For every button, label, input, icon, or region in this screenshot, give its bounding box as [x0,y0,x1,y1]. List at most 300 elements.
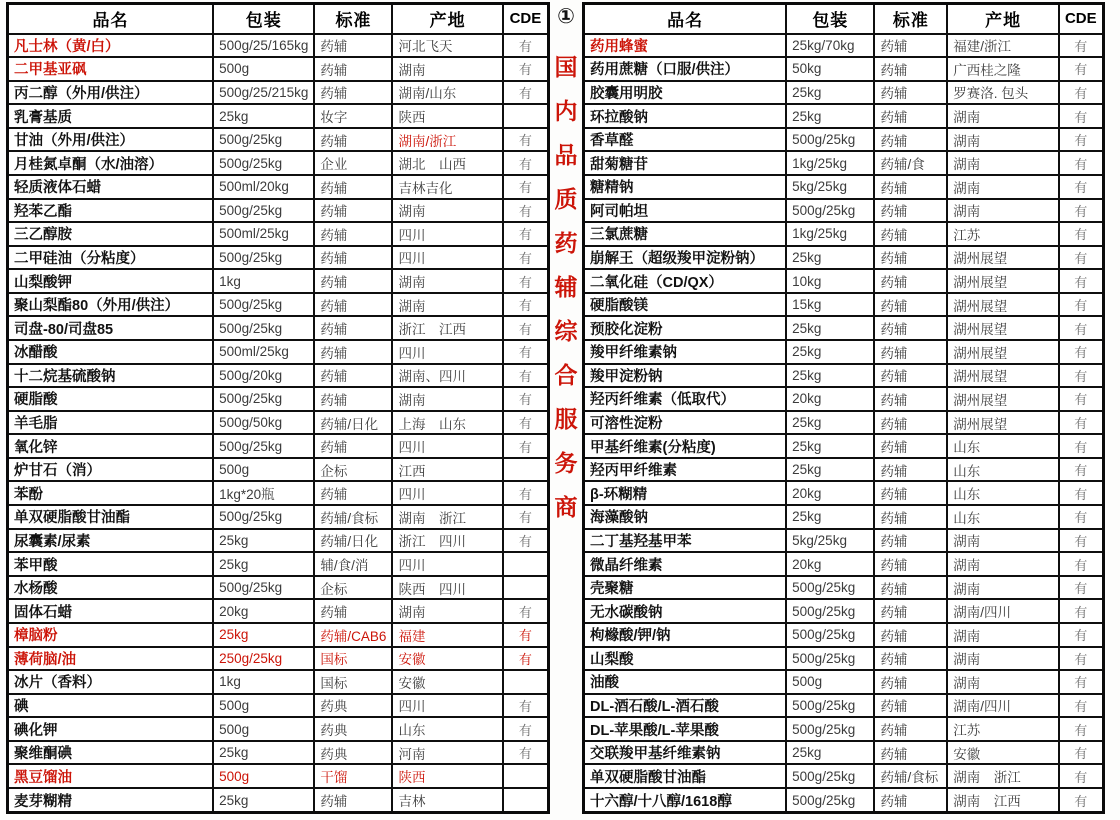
table-row [584,552,1104,576]
cde-status-cell: 有 [1059,151,1103,175]
table-row [8,670,549,694]
product-name-cell: 炉甘石（消） [8,458,214,482]
package-cell: 500g/25kg [786,788,874,813]
origin-cell: 湖南 [392,57,502,81]
cde-status-cell: 有 [1059,222,1103,246]
product-name-cell: 羧甲淀粉钠 [584,364,787,388]
banner-char: 内 [554,98,578,124]
standard-cell: 药辅 [874,458,947,482]
origin-cell: 安徽 [392,647,502,671]
product-name-cell: 甲基纤维素(分粘度) [584,434,787,458]
origin-cell: 湖南/山东 [392,81,502,105]
product-name-cell: 苯甲酸 [8,552,214,576]
product-name-cell: 羟丙甲纤维素 [584,458,787,482]
cde-status-cell: 有 [503,175,549,199]
column-header: 标准 [874,4,947,34]
origin-cell: 湖州展望 [947,387,1059,411]
table-row [584,505,1104,529]
cde-status-cell: 有 [503,128,549,152]
origin-cell: 湖州展望 [947,364,1059,388]
standard-cell: 药辅 [874,246,947,270]
package-cell: 20kg [786,387,874,411]
package-cell: 500ml/25kg [213,222,314,246]
cde-status-cell: 有 [503,222,549,246]
product-name-cell: 水杨酸 [8,576,214,600]
origin-cell: 四川 [392,434,502,458]
cde-status-cell: 有 [1059,647,1103,671]
origin-cell: 湖南 [392,269,502,293]
table-row [8,505,549,529]
standard-cell: 国标 [314,670,392,694]
cde-status-cell: 有 [1059,599,1103,623]
package-cell: 500g [786,670,874,694]
package-cell: 15kg [786,293,874,317]
product-name-cell: 单双硬脂酸甘油酯 [8,505,214,529]
cde-status-cell: 有 [503,316,549,340]
table-row [584,293,1104,317]
origin-cell: 湖州展望 [947,269,1059,293]
table-row [8,411,549,435]
table-row [584,175,1104,199]
package-cell: 25kg [786,411,874,435]
origin-cell: 福建/浙江 [947,34,1059,58]
standard-cell: 药辅 [874,316,947,340]
table-row [584,269,1104,293]
package-cell: 500g/25kg [786,717,874,741]
right-table-body [584,34,1104,813]
standard-cell: 药辅 [314,128,392,152]
product-name-cell: 药用蜂蜜 [584,34,787,58]
banner-char: 质 [554,186,578,212]
origin-cell: 湖南 [947,670,1059,694]
standard-cell: 药辅 [314,222,392,246]
banner-char: 国 [554,54,578,80]
standard-cell: 药辅 [874,57,947,81]
cde-status-cell: 有 [1059,411,1103,435]
product-name-cell: 枸橼酸/钾/钠 [584,623,787,647]
standard-cell: 药辅 [874,505,947,529]
product-name-cell: 十二烷基硫酸钠 [8,364,214,388]
package-cell: 500g [213,458,314,482]
product-name-cell: 羟苯乙酯 [8,199,214,223]
table-row [8,387,549,411]
product-name-cell: 硬脂酸 [8,387,214,411]
origin-cell: 湖南 [947,128,1059,152]
package-cell: 500g/25kg [213,387,314,411]
package-cell: 500g/20kg [213,364,314,388]
package-cell: 500g [213,764,314,788]
origin-cell: 湖州展望 [947,411,1059,435]
product-name-cell: 香草醛 [584,128,787,152]
table-row [584,741,1104,765]
product-name-cell: 硬脂酸镁 [584,293,787,317]
standard-cell: 妆字 [314,104,392,128]
product-name-cell: 交联羧甲基纤维素钠 [584,741,787,765]
package-cell: 500g/25/215kg [213,81,314,105]
cde-status-cell: 有 [1059,199,1103,223]
cde-status-cell: 有 [503,199,549,223]
package-cell: 500g/25kg [786,128,874,152]
standard-cell: 药辅 [314,788,392,813]
table-row [8,529,549,553]
table-row [584,694,1104,718]
table-row [584,434,1104,458]
standard-cell: 企标 [314,576,392,600]
package-cell: 25kg [213,623,314,647]
origin-cell: 广西桂之隆 [947,57,1059,81]
origin-cell: 四川 [392,694,502,718]
product-name-cell: 二甲硅油（分粘度） [8,246,214,270]
table-row [584,670,1104,694]
origin-cell: 湖南/四川 [947,694,1059,718]
origin-cell: 河南 [392,741,502,765]
table-row [8,764,549,788]
banner-char: 服 [554,406,578,432]
package-cell: 25kg [786,741,874,765]
standard-cell: 药辅 [874,81,947,105]
cde-status-cell: 有 [503,411,549,435]
right-table-wrap [582,2,1116,816]
package-cell: 500g/25kg [786,599,874,623]
cde-status-cell: 有 [503,340,549,364]
package-cell: 500g/25kg [213,246,314,270]
standard-cell: 药辅 [314,246,392,270]
package-cell: 25kg [786,505,874,529]
table-row [584,340,1104,364]
product-name-cell: 环拉酸钠 [584,104,787,128]
cde-status-cell: 有 [503,364,549,388]
origin-cell: 江苏 [947,222,1059,246]
origin-cell: 湖南、四川 [392,364,502,388]
origin-cell: 四川 [392,481,502,505]
table-row [8,151,549,175]
standard-cell: 国标 [314,647,392,671]
standard-cell: 药辅 [874,717,947,741]
cde-status-cell: 有 [503,81,549,105]
standard-cell: 药辅/CAB6 [314,623,392,647]
standard-cell: 药辅 [314,175,392,199]
package-cell: 500g [213,694,314,718]
table-row [8,717,549,741]
banner-char: 综 [554,318,578,344]
origin-cell: 浙江 江西 [392,316,502,340]
origin-cell: 江苏 [947,717,1059,741]
product-name-cell: 崩解王（超级羧甲淀粉钠） [584,246,787,270]
origin-cell: 湖南 [947,199,1059,223]
package-cell: 500ml/20kg [213,175,314,199]
package-cell: 1kg*20瓶 [213,481,314,505]
cde-status-cell: 有 [1059,694,1103,718]
package-cell: 500g/25kg [213,576,314,600]
package-cell: 500g/25/165kg [213,34,314,58]
standard-cell: 药辅/食 [874,151,947,175]
package-cell: 500g/25kg [213,505,314,529]
package-cell: 1kg/25kg [786,151,874,175]
origin-cell: 山东 [947,434,1059,458]
banner-char: 辅 [554,274,578,300]
standard-cell: 药辅 [874,694,947,718]
standard-cell: 药辅/食标 [874,764,947,788]
origin-cell: 湖北 山西 [392,151,502,175]
table-row [8,175,549,199]
cde-status-cell: 有 [1059,458,1103,482]
cde-status-cell: 有 [503,151,549,175]
column-header: CDE [1059,4,1103,34]
cde-status-cell [503,788,549,813]
package-cell: 20kg [786,481,874,505]
right-product-table [582,2,1105,814]
table-row [8,599,549,623]
product-name-cell: 羊毛脂 [8,411,214,435]
origin-cell: 陕西 [392,764,502,788]
origin-cell: 吉林 [392,788,502,813]
cde-status-cell [503,458,549,482]
origin-cell: 罗赛洛. 包头 [947,81,1059,105]
standard-cell: 药辅 [874,34,947,58]
product-name-cell: 聚山梨酯80（外用/供注） [8,293,214,317]
cde-status-cell [503,670,549,694]
standard-cell: 药辅 [874,387,947,411]
cde-status-cell: 有 [503,505,549,529]
product-name-cell: 微晶纤维素 [584,552,787,576]
standard-cell: 药辅 [874,128,947,152]
origin-cell: 湖南 [947,104,1059,128]
standard-cell: 药辅 [874,788,947,813]
standard-cell: 药辅 [314,81,392,105]
table-row [584,529,1104,553]
standard-cell: 药辅 [874,599,947,623]
package-cell: 25kg [213,741,314,765]
product-name-cell: 尿囊素/尿素 [8,529,214,553]
cde-status-cell: 有 [1059,623,1103,647]
column-header: 标准 [314,4,392,34]
left-product-table [6,2,550,814]
origin-cell: 湖南 [947,529,1059,553]
cde-status-cell: 有 [503,647,549,671]
header-row [584,4,1104,34]
product-name-cell: 黑豆馏油 [8,764,214,788]
package-cell: 25kg [786,316,874,340]
table-row [8,552,549,576]
package-cell: 500g/25kg [213,316,314,340]
package-cell: 500g/25kg [786,694,874,718]
table-row [584,717,1104,741]
origin-cell: 安徽 [392,670,502,694]
standard-cell: 药辅 [314,364,392,388]
column-header: 包装 [213,4,314,34]
standard-cell: 药辅 [874,529,947,553]
origin-cell: 陕西 四川 [392,576,502,600]
package-cell: 1kg [213,670,314,694]
origin-cell: 湖南 江西 [947,788,1059,813]
banner-char: 合 [554,362,578,388]
table-row [8,293,549,317]
product-name-cell: DL-酒石酸/L-酒石酸 [584,694,787,718]
product-name-cell: 冰片（香料） [8,670,214,694]
banner-char: 务 [554,450,578,476]
origin-cell: 湖南 [392,599,502,623]
origin-cell: 湖州展望 [947,293,1059,317]
product-name-cell: 碘 [8,694,214,718]
origin-cell: 安徽 [947,741,1059,765]
cde-status-cell: 有 [1059,269,1103,293]
product-name-cell: 丙二醇（外用/供注） [8,81,214,105]
standard-cell: 药辅/日化 [314,411,392,435]
package-cell: 500g/25kg [213,293,314,317]
table-row [584,364,1104,388]
origin-cell: 山东 [392,717,502,741]
cde-status-cell: 有 [503,387,549,411]
product-name-cell: 麦芽糊精 [8,788,214,813]
product-name-cell: 轻质液体石蜡 [8,175,214,199]
standard-cell: 药典 [314,717,392,741]
cde-status-cell: 有 [1059,529,1103,553]
table-row [584,411,1104,435]
product-name-cell: 月桂氮卓酮（水/油溶） [8,151,214,175]
origin-cell: 福建 [392,623,502,647]
standard-cell: 企业 [314,151,392,175]
package-cell: 25kg [213,552,314,576]
origin-cell: 河北飞天 [392,34,502,58]
package-cell: 50kg [786,57,874,81]
product-name-cell: 乳膏基质 [8,104,214,128]
origin-cell: 四川 [392,222,502,246]
table-row [8,222,549,246]
cde-status-cell: 有 [1059,104,1103,128]
product-name-cell: 海藻酸钠 [584,505,787,529]
table-row [584,34,1104,58]
package-cell: 500g/25kg [213,128,314,152]
package-cell: 25kg [786,434,874,458]
product-name-cell: DL-苹果酸/L-苹果酸 [584,717,787,741]
cde-status-cell: 有 [503,293,549,317]
standard-cell: 药典 [314,741,392,765]
table-row [584,57,1104,81]
standard-cell: 药辅 [314,199,392,223]
product-name-cell: 三乙醇胺 [8,222,214,246]
cde-status-cell: 有 [503,717,549,741]
table-row [8,340,549,364]
package-cell: 500g [213,717,314,741]
header-row [8,4,549,34]
cde-status-cell: 有 [1059,57,1103,81]
cde-status-cell: 有 [1059,128,1103,152]
standard-cell: 药辅 [314,434,392,458]
table-row [584,764,1104,788]
left-table-body [8,34,549,813]
package-cell: 25kg [786,246,874,270]
package-cell: 1kg/25kg [786,222,874,246]
package-cell: 500g/25kg [786,199,874,223]
table-row [584,199,1104,223]
table-row [584,222,1104,246]
cde-status-cell: 有 [1059,788,1103,813]
cde-status-cell: 有 [503,246,549,270]
table-row [8,34,549,58]
package-cell: 10kg [786,269,874,293]
table-row [584,599,1104,623]
cde-status-cell: 有 [503,529,549,553]
cde-status-cell: 有 [503,434,549,458]
standard-cell: 药辅 [314,599,392,623]
cde-status-cell [503,552,549,576]
origin-cell: 湖州展望 [947,340,1059,364]
column-header: 产地 [947,4,1059,34]
product-name-cell: 冰醋酸 [8,340,214,364]
package-cell: 500g/25kg [213,434,314,458]
origin-cell: 江西 [392,458,502,482]
right-table-header [584,4,1104,34]
standard-cell: 药辅 [314,269,392,293]
origin-cell: 吉林吉化 [392,175,502,199]
standard-cell: 干馏 [314,764,392,788]
circled-one-badge: ① [557,5,575,28]
package-cell: 500g/50kg [213,411,314,435]
cde-status-cell [503,764,549,788]
package-cell: 500ml/25kg [213,340,314,364]
cde-status-cell: 有 [1059,434,1103,458]
table-row [584,647,1104,671]
table-row [8,434,549,458]
product-name-cell: 山梨酸 [584,647,787,671]
product-name-cell: 三氯蔗糖 [584,222,787,246]
product-name-cell: 樟脑粉 [8,623,214,647]
package-cell: 25kg [213,788,314,813]
origin-cell: 湖南/四川 [947,599,1059,623]
package-cell: 500g/25kg [786,576,874,600]
cde-status-cell: 有 [503,269,549,293]
origin-cell: 四川 [392,340,502,364]
banner-char: 药 [554,230,578,256]
table-row [584,104,1104,128]
cde-status-cell: 有 [1059,246,1103,270]
table-row [8,481,549,505]
product-name-cell: 壳聚糖 [584,576,787,600]
product-name-cell: 二甲基亚砜 [8,57,214,81]
standard-cell: 辅/食/消 [314,552,392,576]
package-cell: 500g/25kg [786,764,874,788]
standard-cell: 药辅 [314,340,392,364]
table-row [8,246,549,270]
standard-cell: 药辅 [874,199,947,223]
package-cell: 25kg [786,458,874,482]
table-row [8,623,549,647]
product-name-cell: 山梨酸钾 [8,269,214,293]
product-name-cell: 十六醇/十八醇/1618醇 [584,788,787,813]
table-row [584,481,1104,505]
cde-status-cell: 有 [1059,670,1103,694]
package-cell: 500g/25kg [213,199,314,223]
origin-cell: 湖南 [947,623,1059,647]
package-cell: 5kg/25kg [786,529,874,553]
product-name-cell: 薄荷脑/油 [8,647,214,671]
table-row [8,104,549,128]
package-cell: 1kg [213,269,314,293]
table-row [8,458,549,482]
cde-status-cell [503,576,549,600]
table-row [584,576,1104,600]
package-cell: 20kg [213,599,314,623]
column-header: 品名 [8,4,214,34]
standard-cell: 药辅 [874,175,947,199]
standard-cell: 药辅 [874,340,947,364]
product-name-cell: 固体石蜡 [8,599,214,623]
table-row [584,623,1104,647]
standard-cell: 药辅 [874,269,947,293]
cde-status-cell: 有 [1059,340,1103,364]
cde-status-cell: 有 [1059,741,1103,765]
column-header: CDE [503,4,549,34]
